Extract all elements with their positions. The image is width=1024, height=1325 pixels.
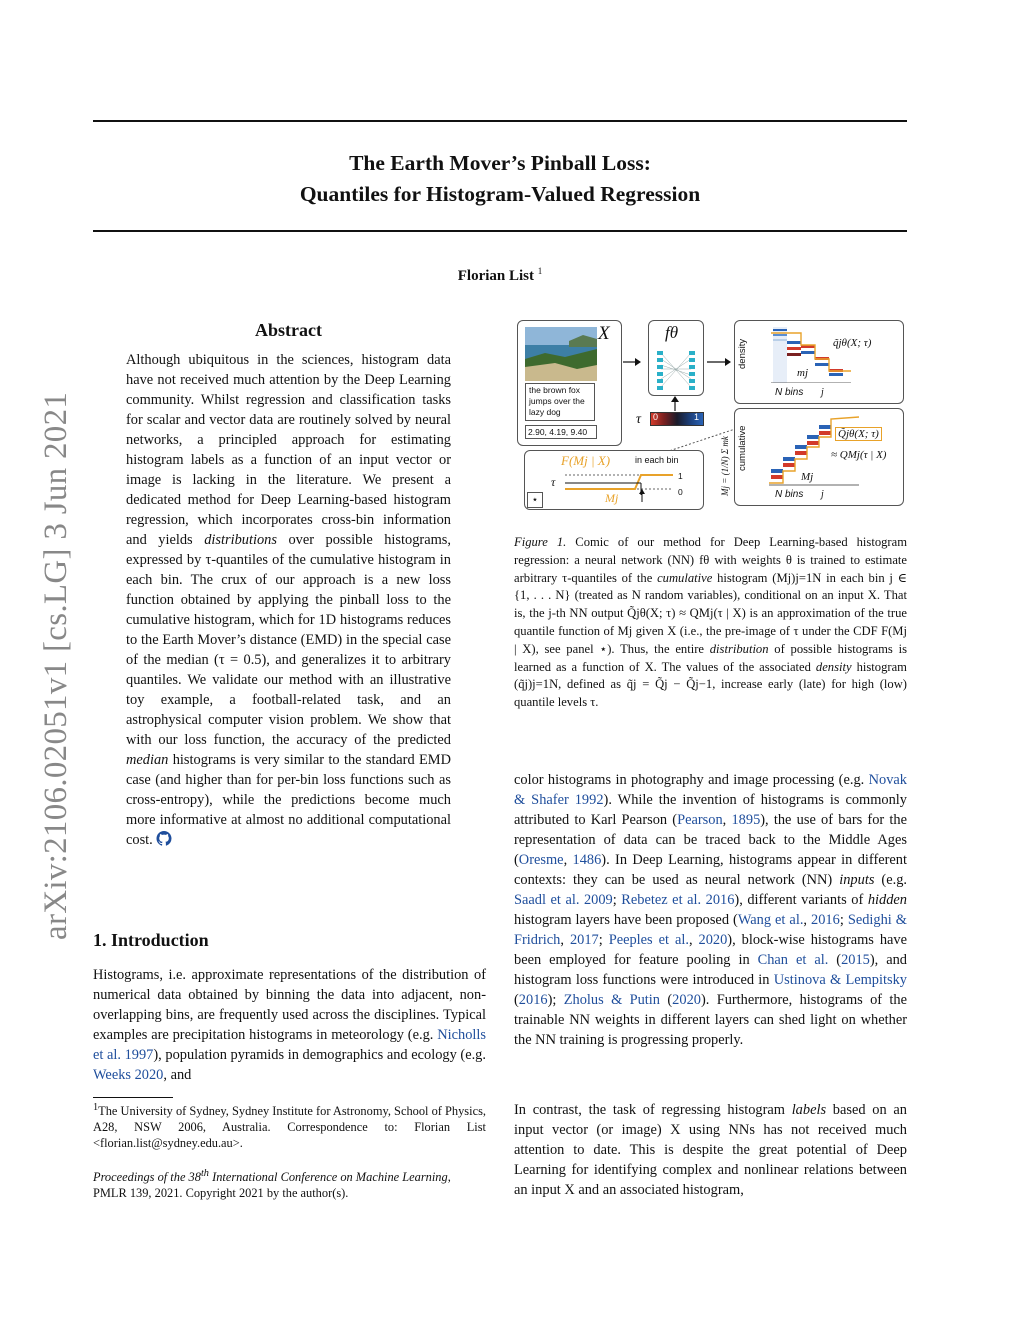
body-em: labels	[791, 1102, 827, 1118]
caption-em: density	[815, 659, 852, 674]
body-text: ). While the invention of histograms is commonly attributed to Karl Pearson (	[514, 792, 907, 828]
body-text: ,	[803, 912, 812, 928]
cdf-label: F(Mj | X)	[561, 453, 611, 468]
citation-link[interactable]: 2016	[518, 992, 548, 1008]
proceedings-text: , PMLR 139, 2021. Copyright 2021 by the author(s).	[93, 1170, 451, 1201]
citation-link[interactable]: Chan et al.	[757, 952, 829, 968]
cdf-curve	[565, 471, 675, 495]
body-text: ;	[839, 912, 848, 928]
body-text: ), and histogram loss functions were introduced in	[514, 952, 907, 988]
density-panel	[734, 320, 904, 404]
citation-link[interactable]: Nicholls et al. 1997	[93, 1027, 486, 1063]
abstract-body	[126, 350, 451, 850]
body-text: ,	[560, 932, 570, 948]
citation-link[interactable]: 2020	[698, 932, 728, 948]
caption-em: cumulative	[657, 570, 713, 585]
citation-link[interactable]: Pearson	[677, 812, 723, 828]
intro-paragraph-right-1	[514, 770, 907, 1050]
body-text: ). Furthermore, histograms of the trainable NN weights in different layers can shed light on whether the NN training is progressing properly.	[514, 992, 908, 1048]
figure-1	[514, 316, 907, 516]
title-line-2: Quantiles for Histogram-Valued Regression	[299, 182, 701, 206]
arrow-right-icon	[706, 356, 734, 368]
body-em: hidden	[867, 892, 907, 908]
citation-link[interactable]: Ustinova & Lempitsky	[773, 972, 907, 988]
proceedings-text: Proceedings of the 38	[93, 1170, 201, 1185]
body-text: based on an input vector (or image) X using NNs has not received much attention to date. This is despite the great potential of Deep Learning for identifying complex and nonlinear relations between an input X and an associated histogram,	[514, 1102, 907, 1198]
input-panel	[517, 320, 622, 446]
body-text: );	[547, 992, 564, 1008]
abstract-heading: Abstract	[255, 320, 322, 340]
abstract-text-1: Although ubiquitous in the sciences, histogram data have not received much attention by the Deep Learning community. Whilst regression and classification tasks for scalar and vector data are routinely solved by neural networks, a principled approach for estimating histogram labels as a function of an input vector or image is lacking in the literature. We present a dedicated method for Deep Learning-based histogram regression, which incorporates cross-bin information and yields	[126, 352, 451, 548]
cumulative-approx-label: ≈ QMj(τ | X)	[831, 449, 887, 461]
proceedings-note	[93, 1166, 486, 1201]
footnote-rule	[93, 1097, 173, 1098]
cumulative-axis-label: cumulative	[737, 425, 748, 471]
panel-star-marker: ⋆	[527, 492, 543, 508]
citation-link[interactable]: Sedighi & Fridrich	[514, 912, 907, 948]
intro-text: , and	[163, 1067, 192, 1083]
tau-one-label: 1	[694, 412, 700, 422]
body-text: (e.g.	[874, 872, 908, 888]
title-line-1: The Earth Mover’s Pinball Loss:	[349, 151, 651, 175]
network-graphic	[655, 349, 697, 391]
body-text: ). In Deep Learning, histograms appear in different contexts: they can be used as neural network (NN)	[514, 852, 907, 888]
arxiv-identifier: arXiv:2106.02051v1 [cs.LG] 3 Jun 2021	[38, 391, 74, 940]
citation-link[interactable]: 1486	[572, 852, 602, 868]
proceedings-sup: th	[200, 1168, 209, 1179]
tau-symbol: τ	[636, 412, 642, 427]
github-icon[interactable]	[156, 831, 172, 846]
cdf-mj-label: Mj	[605, 491, 619, 505]
density-j-label: j	[821, 387, 824, 398]
beach-photo	[525, 327, 597, 381]
sum-formula: Mj = (1/N) Σ mk	[720, 436, 730, 496]
density-q-label: q̃jθ(X; τ)	[833, 337, 872, 349]
citation-link[interactable]: Saadl et al. 2009	[514, 892, 613, 908]
cdf-tau-symbol: τ	[551, 475, 556, 489]
intro-text: ), population pyramids in demographics and ecology (e.g.	[153, 1047, 486, 1063]
caption-text: of possible histograms is learned as a function of X. The values of the associated	[514, 641, 907, 674]
abstract-text-3: histograms is very similar to the standard EMD case (and higher than for per-bin loss functions such as cross-entropy), while the predictions become much more informative at almost no additional computational cost.	[126, 752, 451, 848]
section-heading-introduction: 1. Introduction	[93, 930, 209, 950]
text-input-box: the brown fox jumps over the lazy dog	[525, 383, 595, 421]
citation-link[interactable]: 2017	[569, 932, 599, 948]
citation-link[interactable]: Oresme	[518, 852, 564, 868]
citation-link[interactable]: 1895	[731, 812, 761, 828]
body-text: ), block-wise histograms have been employed for feature pooling in	[514, 932, 907, 968]
caption-label: Figure 1.	[514, 535, 567, 549]
paper-title	[93, 148, 907, 210]
density-n-bins: N bins	[775, 387, 804, 398]
cdf-panel	[524, 450, 704, 510]
citation-link[interactable]: Zholus & Putin	[563, 992, 661, 1008]
intro-text: Histograms, i.e. approximate representations of the distribution of numerical data obtained by binning the data into adjacent, non-overlapping bins, are frequently used across the disciplines. Typical examples are precipitation histograms in meteorology (e.g.	[93, 967, 486, 1043]
footnote-text: The University of Sydney, Sydney Institute for Astronomy, School of Physics, A28, NSW 2006, Australia. Correspondence to: Florian List <florian.list@sydney.edu.au>.	[93, 1104, 486, 1151]
f-theta-symbol: fθ	[665, 323, 679, 342]
intro-paragraph-left	[93, 965, 486, 1085]
body-text: color histograms in photography and image processing (e.g.	[514, 772, 869, 788]
axis-one-label: 1	[678, 471, 683, 481]
density-mj-small: mj	[797, 367, 808, 379]
density-axis-label: density	[737, 338, 748, 369]
body-text: ;	[612, 892, 622, 908]
tau-zero-label: 0	[653, 412, 659, 422]
abstract-em-distributions: distributions	[204, 532, 277, 548]
vector-input-box: 2.90, 4.19, 9.40	[525, 425, 597, 439]
body-text: ), different variants of	[734, 892, 868, 908]
author-name: Florian List	[457, 268, 534, 284]
citation-link[interactable]: 2015	[841, 952, 870, 968]
body-text: In contrast, the task of regressing histogram	[514, 1102, 792, 1118]
caption-text: histogram (q̃j)j=1N, defined as q̃j = Q̃j − Q̃j−1, increase early (late) for high (low) quantile levels τ.	[514, 659, 907, 710]
abstract-em-median: median	[126, 752, 169, 768]
citation-link[interactable]: Novak & Shafer 1992	[514, 772, 907, 808]
citation-link[interactable]: Rebetez et al. 2016	[621, 892, 735, 908]
caption-text: histogram (Mj)j=1N in each bin j ∈ {1, . . . N} (treated as N random variables), conditional on an input X. That is, the j-th NN output Q̃jθ(X; τ) ≈ QMj(τ | X) is an approximation of the true quantile function of Mj given X (i.e., the pre-image of τ under the CDF F(Mj | X), see panel ⋆). Thus, the entire	[514, 570, 907, 656]
body-text: (	[660, 992, 673, 1008]
author-affiliation-mark: 1	[537, 266, 543, 276]
abstract-text-2: over possible histograms, expressed by τ-quantiles of the cumulative histogram in each bin. The crux of our approach is a new loss function obtained by applying the pinball loss to the cumulative histogram, which for 1D histograms reduces to the Earth Mover’s distance (EMD) in the special case of the median (τ = 0.5), and generalizes it to arbitrary quantiles. We validate our method with an illustrative toy example, a football-related task, and an astrophysical computer vision problem. We show that with our loss function, the accuracy of the predicted	[126, 532, 451, 748]
arrow-up-icon	[669, 396, 681, 412]
cumulative-j-label: j	[821, 489, 824, 500]
cumulative-panel	[734, 408, 904, 506]
citation-link[interactable]: Weeks 2020	[93, 1067, 164, 1083]
arrow-right-icon	[622, 356, 644, 368]
footnote-affiliation	[93, 1100, 486, 1151]
figure-caption	[514, 534, 907, 712]
title-top-rule	[93, 120, 907, 122]
arrow-up-icon	[637, 489, 647, 503]
citation-link[interactable]: 2016	[811, 912, 840, 928]
body-text: (	[828, 952, 842, 968]
caption-text: Comic of our method for Deep Learning-based histogram regression: a neural network (NN) fθ with weights θ is trained to estimate arbitrary τ-quantiles of the	[514, 535, 907, 585]
axis-zero-label: 0	[678, 487, 683, 497]
body-text: ), the use of bars for the representation of data can be traced back to the Middle Ages (	[514, 812, 908, 868]
body-text: ,	[688, 932, 699, 948]
author-line	[93, 266, 907, 285]
caption-em: distribution	[709, 641, 769, 656]
citation-link[interactable]: 2020	[672, 992, 701, 1008]
body-text: (	[514, 992, 519, 1008]
cumulative-q-label: Q̃jθ(X; τ)	[835, 427, 882, 441]
proceedings-text: International Conference on Machine Learning	[208, 1170, 448, 1185]
intro-paragraph-right-2	[514, 1100, 907, 1200]
body-text: ,	[722, 812, 732, 828]
in-each-bin-label: in each bin	[635, 455, 679, 465]
footnote-mark: 1	[93, 1102, 99, 1113]
body-text: ;	[598, 932, 609, 948]
x-symbol: X	[598, 323, 610, 344]
body-em: inputs	[839, 872, 875, 888]
citation-link[interactable]: Wang et al.	[737, 912, 804, 928]
body-text: ,	[563, 852, 573, 868]
cumulative-mj-label: Mj	[801, 471, 814, 483]
title-bottom-rule	[93, 230, 907, 232]
body-text: histogram layers have been proposed (	[514, 912, 738, 928]
network-panel	[648, 320, 704, 396]
citation-link[interactable]: Peeples et al.	[608, 932, 689, 948]
cumulative-n-bins: N bins	[775, 489, 804, 500]
